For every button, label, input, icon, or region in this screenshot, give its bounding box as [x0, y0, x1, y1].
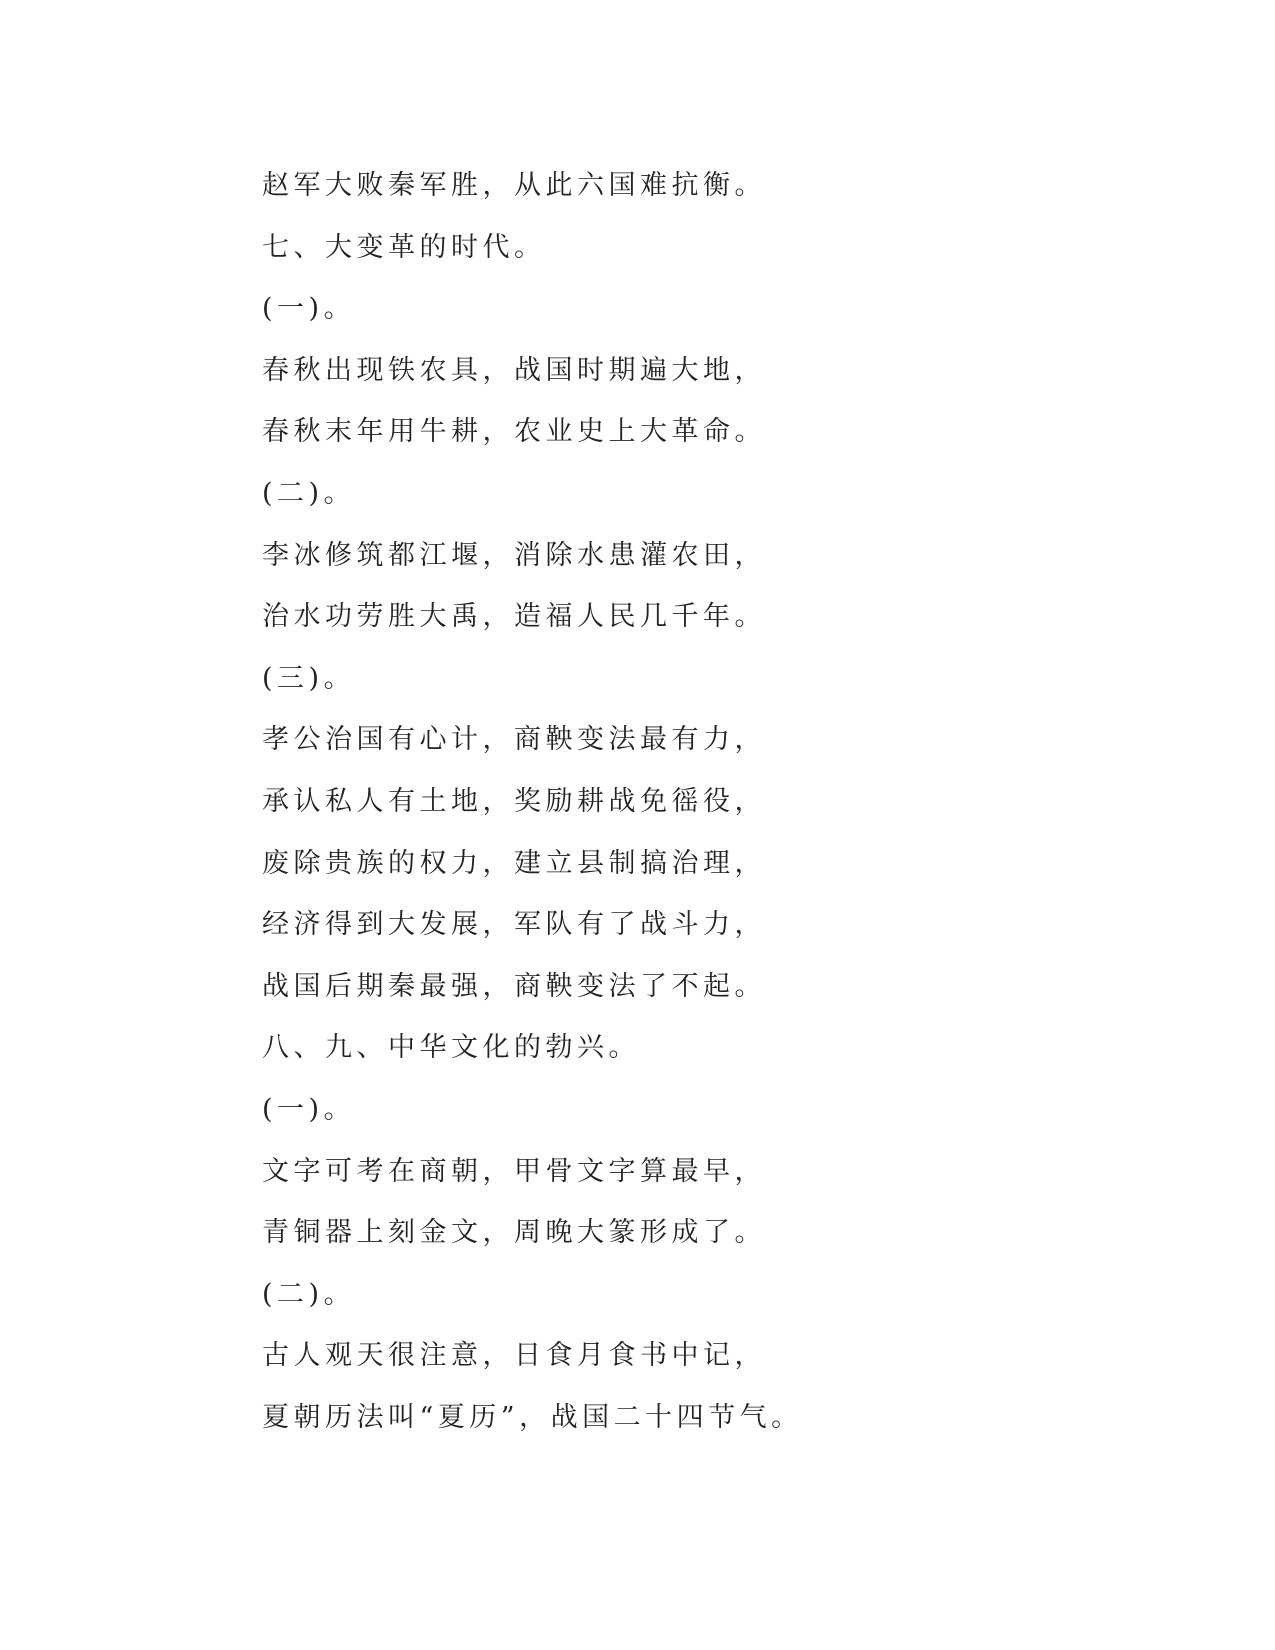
section-heading: 八、九、中华文化的勃兴。: [262, 1032, 640, 1064]
text-line: 赵军大败秦军胜，从此六国难抗衡。: [262, 170, 766, 201]
text-line: 春秋出现铁农具，战国时期遍大地，: [262, 354, 766, 386]
text-line: 治水功劳胜大禹，造福人民几千年。: [262, 601, 766, 633]
subsection-marker: (一)。: [262, 293, 356, 325]
text-line: 孝公治国有心计，商鞅变法最有力，: [262, 724, 766, 756]
subsection-marker: (三)。: [262, 662, 356, 694]
text-line: 春秋末年用牛耕，农业史上大革命。: [262, 416, 766, 448]
subsection-marker: (二)。: [262, 1278, 356, 1310]
subsection-marker: (二)。: [262, 477, 356, 509]
text-line: 夏朝历法叫“夏历”，战国二十四节气。: [262, 1401, 803, 1433]
document-body: [262, 168, 1162, 1461]
text-line: 承认私人有土地，奖励耕战免徭役，: [262, 785, 766, 817]
text-line: 战国后期秦最强，商鞅变法了不起。: [262, 970, 766, 1002]
section-heading: 七、大变革的时代。: [262, 231, 546, 263]
text-line: 古人观天很注意，日食月食书中记，: [262, 1340, 766, 1372]
text-line: 经济得到大发展，军队有了战斗力，: [262, 909, 766, 941]
text-line: 废除贵族的权力，建立县制搞治理，: [262, 847, 766, 879]
text-line: 李冰修筑都江堰，消除水患灌农田，: [262, 539, 766, 571]
text-line: 文字可考在商朝，甲骨文字算最早，: [262, 1155, 766, 1187]
subsection-marker: (一)。: [262, 1093, 356, 1125]
text-line: 青铜器上刻金文，周晚大篆形成了。: [262, 1217, 766, 1249]
